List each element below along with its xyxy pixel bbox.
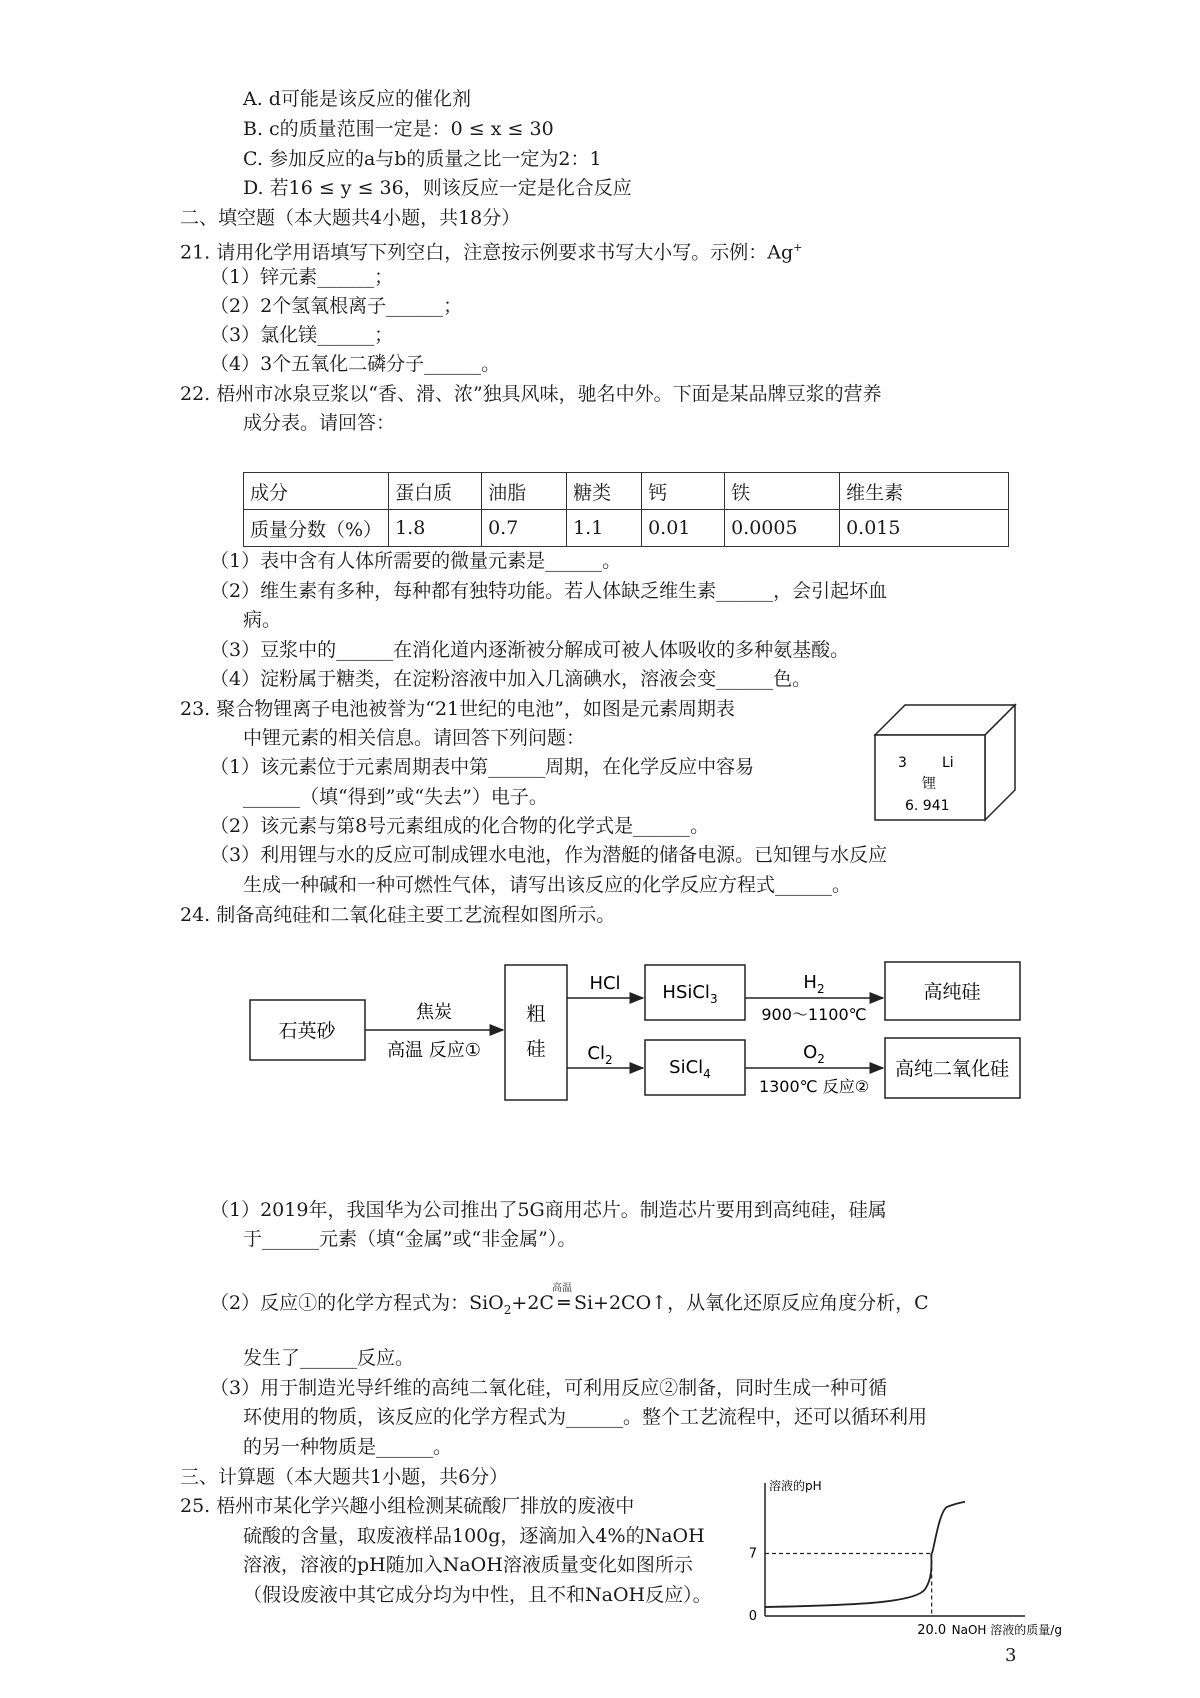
label-high-purity-silicon: 高纯硅 bbox=[923, 981, 981, 1003]
q20-option-d: D. 若16 ≤ y ≤ 36，则该反应一定是化合反应 bbox=[243, 177, 632, 199]
label-high-temp-reaction-1: 高温 反应① bbox=[387, 1040, 481, 1061]
q20-option-b: B. c的质量范围一定是：0 ≤ x ≤ 30 bbox=[243, 118, 554, 140]
q24-part-2-line2: 发生了______反应。 bbox=[243, 1347, 415, 1369]
table-cell: 质量分数（%） bbox=[244, 510, 389, 547]
lithium-element-cube bbox=[870, 700, 1020, 830]
q21-item-2: （2）2个氢氧根离子______； bbox=[210, 295, 463, 317]
label-crude-1: 粗 bbox=[526, 1003, 546, 1025]
q25-line1: 25. 梧州市某化学兴趣小组检测某硫酸厂排放的废液中 bbox=[180, 1495, 635, 1517]
table-cell: 蛋白质 bbox=[389, 473, 482, 510]
section-title-calculation: 三、计算题（本大题共1小题，共6分） bbox=[180, 1466, 509, 1488]
q24-part-3-line1: （3）用于制造光导纤维的高纯二氧化硅，可利用反应②制备，同时生成一种可循 bbox=[210, 1377, 888, 1399]
q22-part-1: （1）表中含有人体所需要的微量元素是______。 bbox=[210, 550, 622, 572]
silicon-process-flowchart bbox=[245, 960, 1105, 1130]
element-symbol: Li bbox=[942, 755, 954, 771]
q22-part-3: （3）豆浆中的______在消化道内逐渐被分解成可被人体吸收的多种氨基酸。 bbox=[210, 639, 850, 661]
q22-part-2-line2: 病。 bbox=[243, 609, 282, 631]
table-cell: 1.8 bbox=[389, 510, 482, 547]
table-row bbox=[244, 510, 1009, 547]
table-cell: 0.015 bbox=[840, 510, 1009, 547]
q23-stem-line2: 中锂元素的相关信息。请回答下列问题： bbox=[243, 727, 586, 749]
table-cell: 糖类 bbox=[567, 473, 642, 510]
q22-part-4: （4）淀粉属于糖类，在淀粉溶液中加入几滴碘水，溶液会变______色。 bbox=[210, 668, 812, 690]
q25-line3: 溶液，溶液的pH随加入NaOH溶液质量变化如图所示 bbox=[243, 1554, 693, 1576]
q24-part-2-line1: （2）反应①的化学方程式为：SiO$_2$+2C 高温 ═ Si+2CO↑，从氧化还原反应角度分析，C bbox=[210, 1290, 929, 1323]
table-cell: 1.1 bbox=[567, 510, 642, 547]
q21-item-3: （3）氯化镁______； bbox=[210, 324, 394, 346]
table-cell: 铁 bbox=[725, 473, 840, 510]
page-number: 3 bbox=[1005, 1645, 1017, 1666]
label-h2: $H_2$ bbox=[803, 972, 825, 996]
nutrition-table bbox=[243, 472, 1009, 547]
table-cell: 油脂 bbox=[482, 473, 567, 510]
label-quartz-sand: 石英砂 bbox=[278, 1020, 336, 1042]
element-mass: 6. 941 bbox=[905, 798, 950, 814]
q25-line2: 硫酸的含量，取废液样品100g，逐滴加入4%的NaOH bbox=[243, 1525, 705, 1547]
q23-part-3-line1: （3）利用锂与水的反应可制成锂水电池，作为潜艇的储备电源。已知锂与水反应 bbox=[210, 844, 888, 866]
x-axis-label: NaOH 溶液的质量/g bbox=[951, 1623, 1062, 1637]
origin-label: 0 bbox=[748, 1609, 757, 1624]
q24-part-3-line2: 环使用的物质，该反应的化学方程式为______。整个工艺流程中，还可以循环利用 bbox=[243, 1406, 928, 1428]
q21-item-4: （4）3个五氧化二磷分子______。 bbox=[210, 353, 501, 375]
element-name: 锂 bbox=[922, 776, 936, 792]
q24-part-1-line1: （1）2019年，我国华为公司推出了5G商用芯片。制造芯片要用到高纯硅，硅属 bbox=[210, 1199, 887, 1221]
q22-stem-line2: 成分表。请回答： bbox=[243, 412, 396, 434]
label-hcl: HCl bbox=[589, 973, 621, 994]
label-temp-2: 1300℃ 反应② bbox=[758, 1077, 870, 1096]
y-tick-7: 7 bbox=[748, 1546, 757, 1562]
ph-titration-chart bbox=[745, 1478, 1075, 1638]
table-cell: 成分 bbox=[244, 473, 389, 510]
q23-part-1-line2: ______（填“得到”或“失去”）电子。 bbox=[243, 786, 548, 808]
q23-part-3-line2: 生成一种碱和一种可燃性气体，请写出该反应的化学反应方程式______。 bbox=[243, 874, 852, 896]
table-cell: 钙 bbox=[642, 473, 725, 510]
table-header-row bbox=[244, 473, 1009, 510]
element-number: 3 bbox=[898, 755, 907, 771]
table-cell: 0.01 bbox=[642, 510, 725, 547]
label-cl2: $Cl_2$ bbox=[587, 1043, 613, 1067]
q21-stem: 21. 请用化学用语填写下列空白，注意按示例要求书写大小写。示例：Ag+ bbox=[180, 241, 803, 264]
y-axis-label: 溶液的pH bbox=[769, 1479, 822, 1493]
q24-stem: 24. 制备高纯硅和二氧化硅主要工艺流程如图所示。 bbox=[180, 904, 616, 926]
label-sicl4: SiCl$_4$ bbox=[669, 1057, 711, 1081]
x-tick-20: 20.0 bbox=[917, 1623, 947, 1638]
q20-option-c: C. 参加反应的a与b的质量之比一定为2：1 bbox=[243, 148, 602, 170]
label-hsicl3: HSiCl$_3$ bbox=[662, 982, 718, 1006]
label-coke: 焦炭 bbox=[416, 1002, 452, 1023]
ph-curve bbox=[765, 1502, 965, 1607]
section-title-fill-in: 二、填空题（本大题共4小题，共18分） bbox=[180, 207, 521, 229]
q21-item-1: （1）锌元素______； bbox=[210, 266, 394, 288]
q23-part-1-line1: （1）该元素位于元素周期表中第______周期，在化学反应中容易 bbox=[210, 756, 755, 778]
q22-stem-line1: 22. 梧州市冰泉豆浆以“香、滑、浓”独具风味，驰名中外。下面是某品牌豆浆的营养 bbox=[180, 383, 882, 405]
table-cell: 0.0005 bbox=[725, 510, 840, 547]
condition-high-temp: 高温 bbox=[551, 1283, 572, 1294]
label-high-purity-silica: 高纯二氧化硅 bbox=[894, 1058, 1010, 1080]
q24-part-1-line2: 于______元素（填“金属”或“非金属”）。 bbox=[243, 1228, 577, 1250]
table-cell: 维生素 bbox=[840, 473, 1009, 510]
q20-option-a: A. d可能是该反应的催化剂 bbox=[243, 88, 471, 110]
q23-part-2: （2）该元素与第8号元素组成的化合物的化学式是______。 bbox=[210, 815, 710, 837]
label-crude-2: 硅 bbox=[526, 1038, 546, 1060]
q23-stem-line1: 23. 聚合物锂离子电池被誉为“21世纪的电池”，如图是元素周期表 bbox=[180, 698, 735, 720]
box-crude-silicon bbox=[505, 965, 567, 1100]
q24-part-3-line3: 的另一种物质是______。 bbox=[243, 1436, 453, 1458]
table-cell: 0.7 bbox=[482, 510, 567, 547]
q25-line4: （假设废液中其它成分均为中性，且不和NaOH反应）。 bbox=[243, 1584, 712, 1606]
label-temp-1: 900～1100℃ bbox=[761, 1005, 867, 1024]
label-o2: $O_2$ bbox=[803, 1042, 825, 1066]
q22-part-2-line1: （2）维生素有多种，每种都有独特功能。若人体缺乏维生素______，会引起坏血 bbox=[210, 580, 888, 602]
